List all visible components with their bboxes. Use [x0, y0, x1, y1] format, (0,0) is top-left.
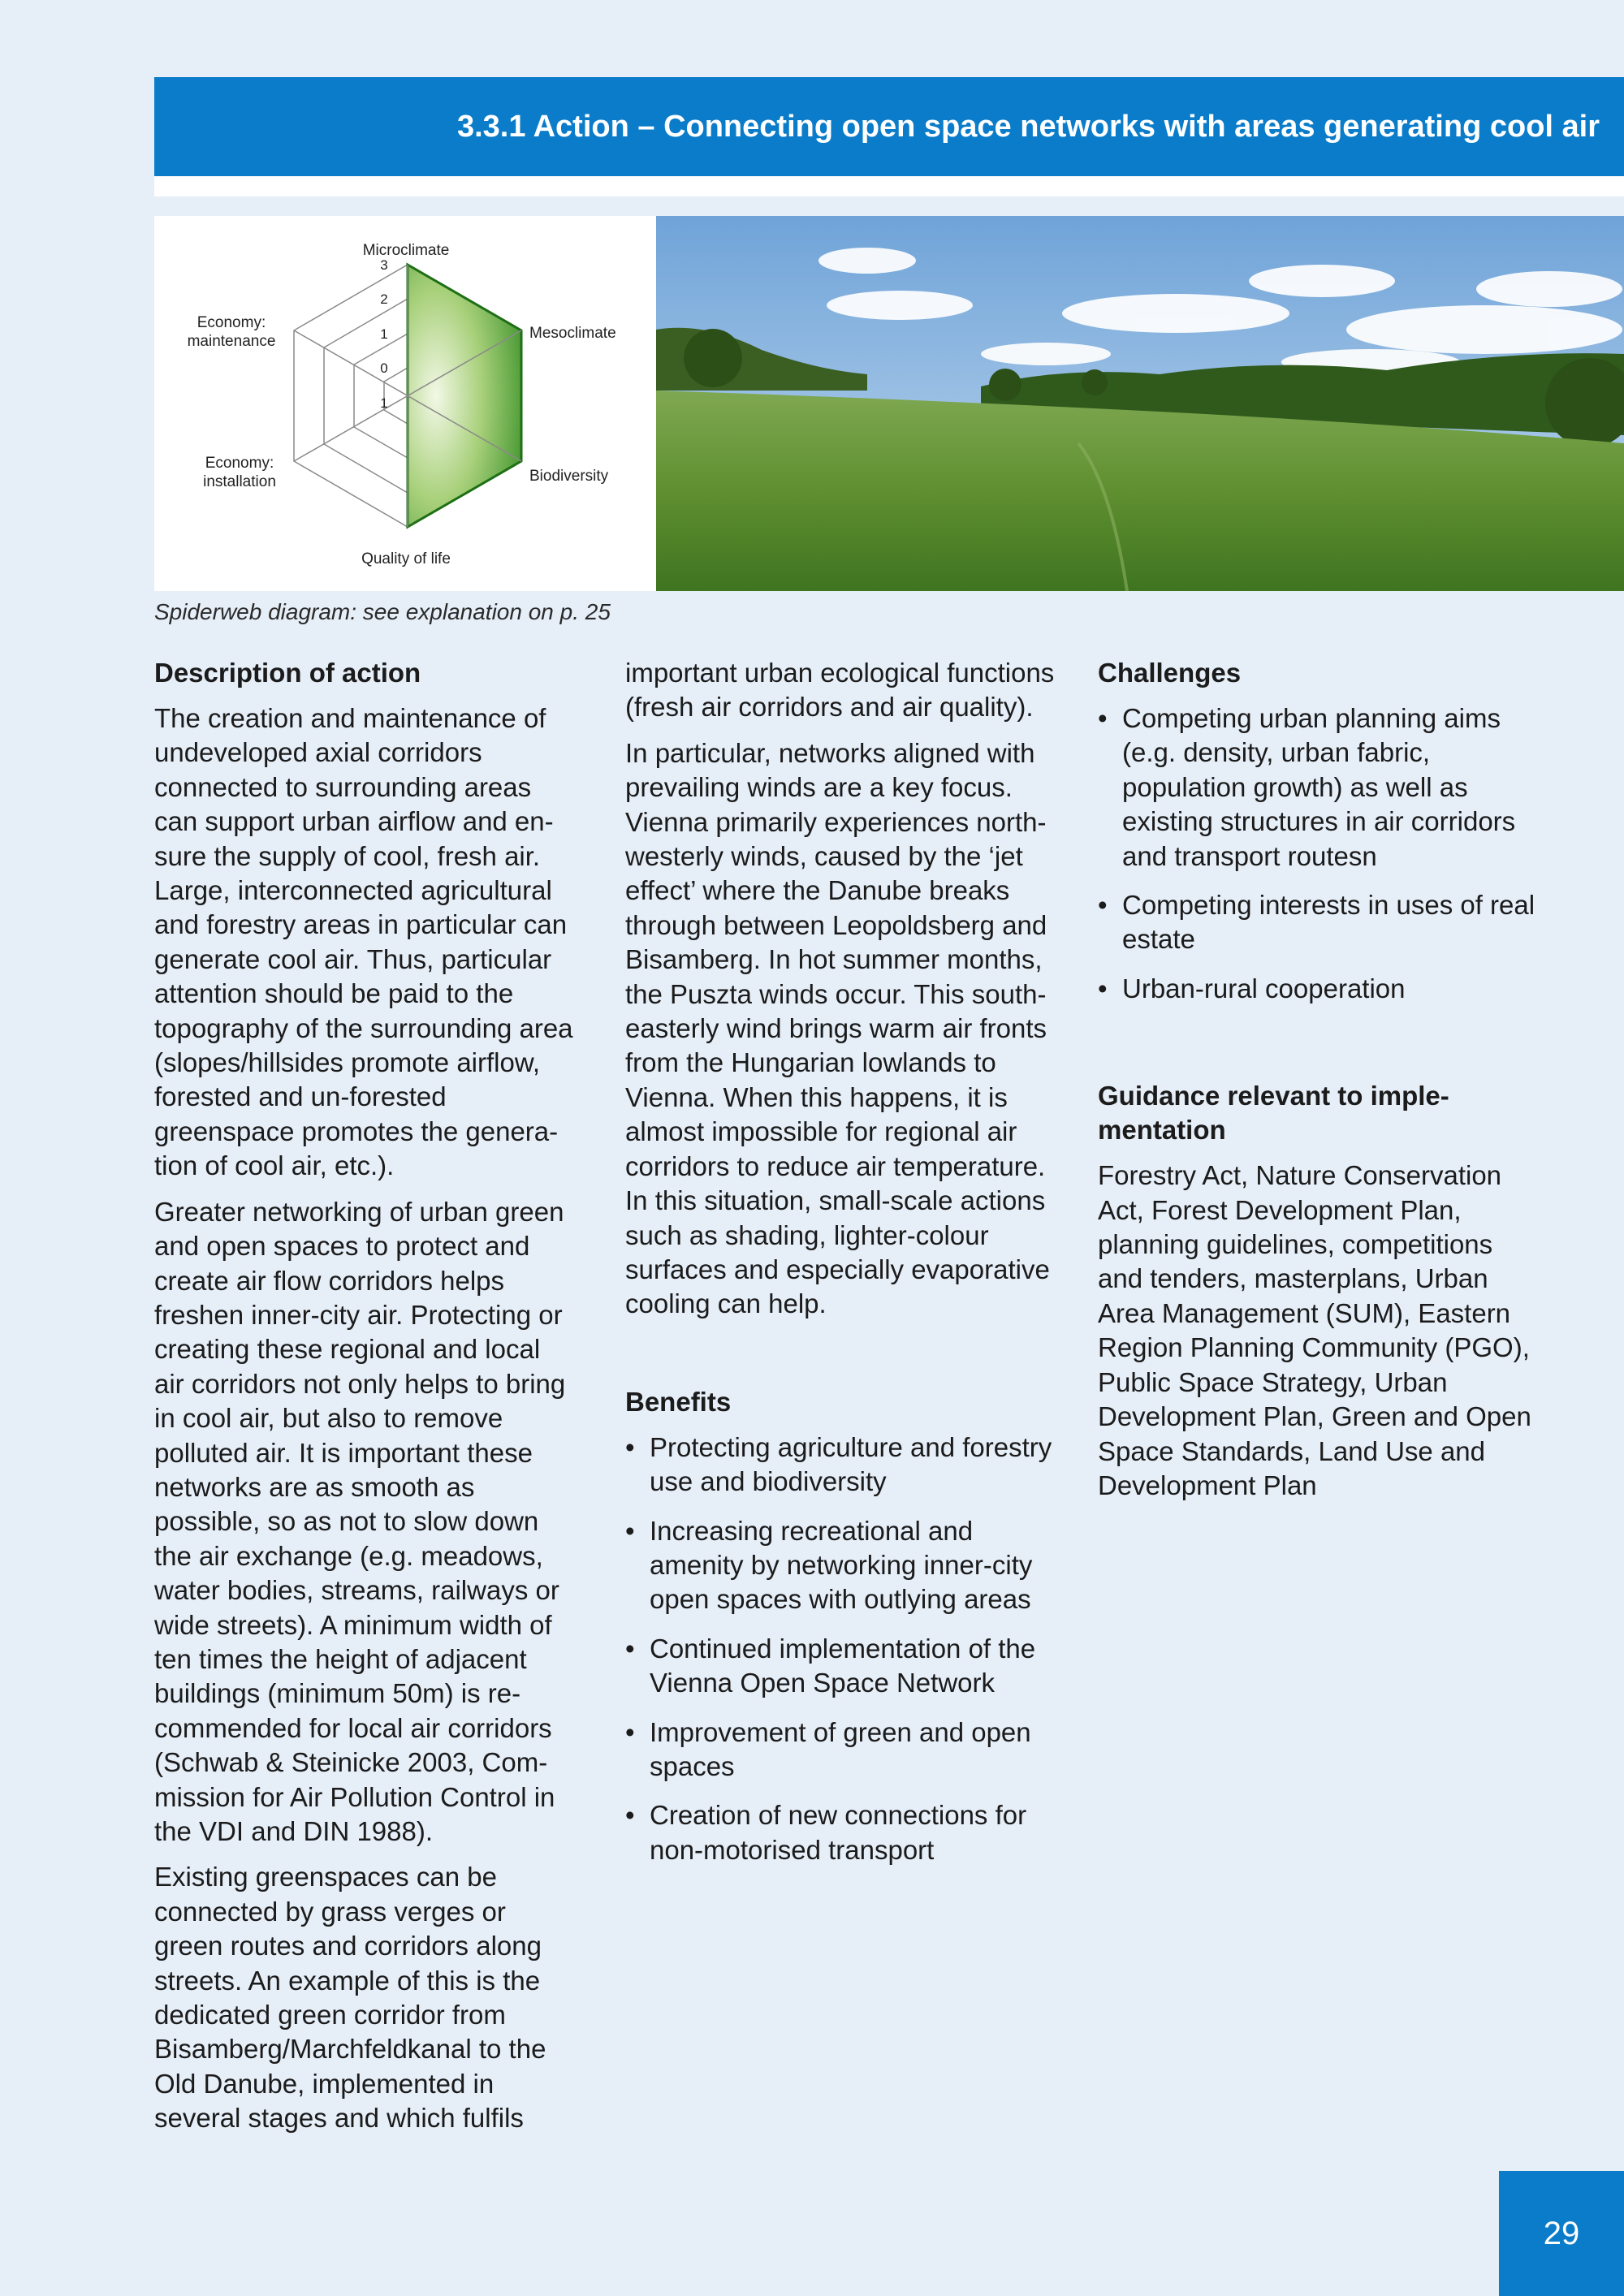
- description-paragraph: In particular, networks aligned with prevailing winds are a key focus. Vienna primarily experiences north-westerly winds, caused by the ‘jet effect’ where the Danube breaks through between Leopoldsberg and Bisamberg. In hot summer months, the Puszta winds occur. This south-easterly wind brings warm air fronts from the Hungarian lowlands to Vienna. When this happens, it is almost impossible for regional air corridors to reduce air temperature. In this situation, small-scale actions such as shading, lighter-colour surfaces and especially evaporative cooling can help.: [625, 737, 1050, 1319]
- description-paragraph: important urban ecological functions (fresh air corridors and air quality).: [625, 658, 1055, 723]
- benefits-list: [625, 1431, 1056, 1867]
- guidance-heading: Guidance relevant to implementation: [1098, 1081, 1449, 1146]
- column-right: [1098, 656, 1536, 1514]
- challenges-heading: Challenges: [1098, 658, 1242, 688]
- axis-label-economy-installation-1: Economy:: [205, 455, 274, 472]
- page-number: 29: [1499, 2171, 1624, 2296]
- description-heading: Description of action: [154, 658, 421, 688]
- spiderweb-chart: [154, 216, 656, 591]
- header-divider: [154, 176, 1624, 196]
- list-item: • Continued implementation of the Vienna Open Space Network: [625, 1632, 1056, 1701]
- landscape-photo: [656, 216, 1624, 591]
- axis-label-microclimate: Microclimate: [362, 242, 450, 259]
- guidance-text: Forestry Act, Nature Conservation Act, Forest Development Plan, planning guidelines, competitions and tenders, masterplans, Urban Area Management (SUM), Eastern Region Planning Community (PGO), Public Space Strategy, Urban Development Plan, Green and Open Space Standards, Land Use and Development Plan: [1098, 1160, 1531, 1500]
- column-left: [154, 656, 577, 2147]
- column-middle: [625, 656, 1056, 1882]
- challenges-list: [1098, 701, 1536, 1006]
- axis-label-economy-maintenance-1: Economy:: [197, 314, 266, 331]
- landscape-photo-icon: [656, 216, 1624, 591]
- list-item: • Increasing recreational and amenity by networking inner-city open spaces with outlying areas: [625, 1514, 1056, 1617]
- figure-caption: Spiderweb diagram: see explanation on p. 25: [154, 599, 611, 624]
- scale-label: 1: [380, 326, 388, 342]
- axis-label-mesoclimate: Mesoclimate: [529, 325, 616, 342]
- list-item: • Competing urban planning aims (e.g. density, urban fabric, population growth) as well as existing structures in air corridors and transport routesn: [1098, 701, 1536, 874]
- description-paragraph: Existing greenspaces can be connected by grass verges or green routes and corridors along streets. An example of this is the dedicated green corridor from Bisamberg/Marchfeldkanal to the Old Danube, implemented in several stages and which fulfils: [154, 1862, 546, 2134]
- list-item: • Improvement of green and open spaces: [625, 1716, 1056, 1785]
- spiderweb-diagram: [154, 216, 656, 591]
- list-item: • Competing interests in uses of real estate: [1098, 888, 1536, 957]
- scale-label: 0: [380, 360, 388, 376]
- axis-label-quality-of-life: Quality of life: [361, 550, 451, 568]
- description-paragraph: The creation and maintenance of undeveloped axial corridors connected to surrounding areas can support urban airflow and ensure the supply of cool, fresh air. Large, interconnected agricultural and forestry areas in particular can generate cool air. Thus, particular attention should be paid to the topography of the surrounding area (slopes/hillsides promote airflow, forested and un-forested greenspace promotes the generation of cool air, etc.).: [154, 703, 573, 1181]
- scale-label: 1: [380, 395, 388, 411]
- axis-label-economy-maintenance-2: maintenance: [187, 333, 276, 350]
- benefits-heading: Benefits: [625, 1386, 732, 1417]
- page-title: 3.3.1 Action – Connecting open space networks with areas generating cool air: [456, 110, 1600, 144]
- axis-label-economy-installation-2: installation: [203, 473, 276, 490]
- list-item: • Creation of new connections for non-motorised transport: [625, 1798, 1056, 1867]
- list-item: • Protecting agriculture and forestry use and biodiversity: [625, 1431, 1056, 1500]
- axis-label-biodiversity: Biodiversity: [529, 468, 609, 485]
- description-paragraph: Greater networking of urban green and open spaces to protect and create air flow corridors helps freshen inner-city air. Protecting or creating these regional and local air corridors not only helps to bring in cool air, but also to remove polluted air. It is important these networks are as smooth as possible, so as not to slow down the air exchange (e.g. meadows, water bodies, streams, railways or wide streets). A minimum width of ten times the height of adjacent buildings (minimum 50m) is recommended for local air corridors (Schwab & Steinicke 2003, Commission for Air Pollution Control in the VDI and DIN 1988).: [154, 1196, 566, 1846]
- list-item: • Urban-rural cooperation: [1098, 972, 1536, 1006]
- header-bar: [154, 77, 1624, 176]
- diagram-fill-area: [408, 265, 521, 527]
- scale-label: 2: [380, 291, 388, 307]
- scale-label: 3: [380, 257, 388, 273]
